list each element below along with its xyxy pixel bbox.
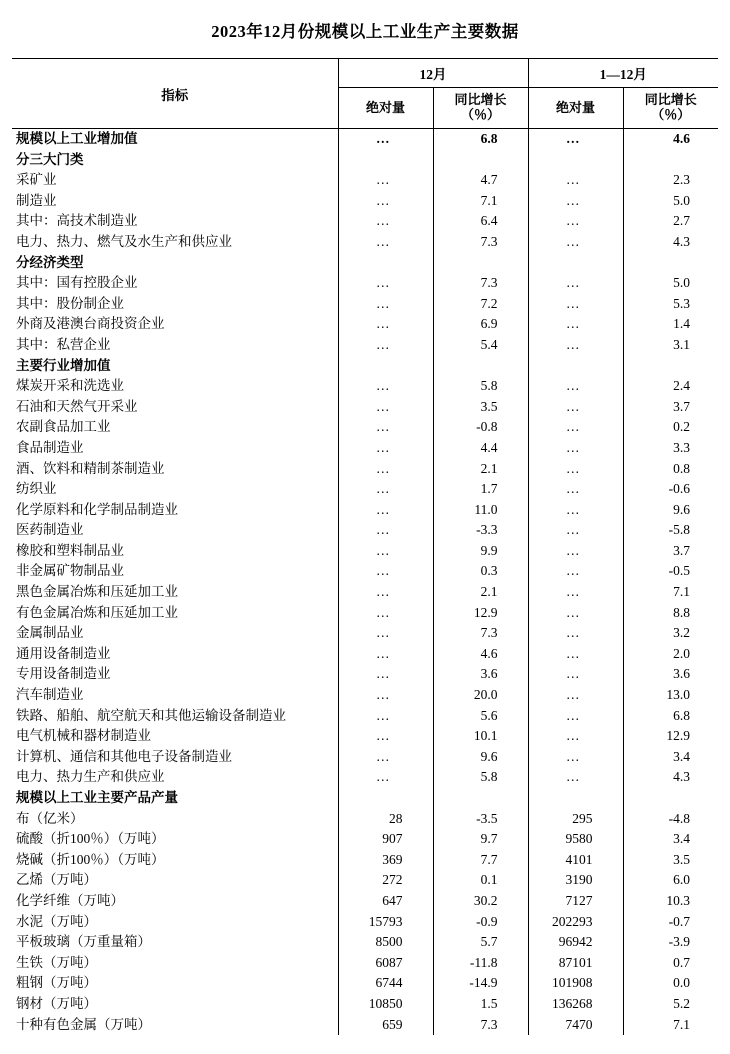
cell-month-absolute: … [338,685,433,706]
table-row [12,417,718,438]
cell-month-absolute: 8500 [338,932,433,953]
table-row [12,747,718,768]
row-label: 其中：股份制企业 [12,294,338,315]
cell-month-absolute: … [338,644,433,665]
table-row [12,541,718,562]
cell-month-absolute: … [338,294,433,315]
cell-month-absolute: … [338,479,433,500]
row-label: 铁路、船舶、航空航天和其他运输设备制造业 [12,706,338,727]
cell-cumulative-growth [623,253,718,274]
cell-month-growth: 1.7 [433,479,528,500]
cell-cumulative-growth: 13.0 [666,687,690,703]
cell-month-absolute: … [338,335,433,356]
cell-month-growth: 9.6 [433,747,528,768]
table-row [12,253,718,274]
cell-month-absolute: 369 [338,850,433,871]
cell-month-absolute: 659 [338,1015,433,1036]
cell-cumulative-absolute: … [528,479,623,500]
cell-cumulative-absolute: … [528,664,623,685]
cell-cumulative-growth: 3.2 [673,625,690,641]
cell-month-absolute: … [338,417,433,438]
row-label: 通用设备制造业 [12,644,338,665]
cell-cumulative-growth: -3.9 [668,934,690,950]
cell-month-absolute [338,788,433,809]
cell-cumulative-absolute: 202293 [528,912,623,933]
cell-cumulative-growth [623,356,718,377]
row-label: 金属制品业 [12,623,338,644]
cell-cumulative-growth: 3.7 [673,542,690,558]
cell-month-absolute: … [338,706,433,727]
cell-cumulative-growth: 0.2 [673,419,690,435]
cell-cumulative-growth: 0.0 [673,975,690,991]
row-label: 分三大门类 [12,150,338,171]
cell-month-growth: 7.3 [433,273,528,294]
cell-month-absolute: … [338,726,433,747]
cell-month-growth: 0.1 [433,870,528,891]
cell-cumulative-growth: 3.3 [673,439,690,455]
row-label: 钢材（万吨） [12,994,338,1015]
row-label: 生铁（万吨） [12,953,338,974]
cell-month-absolute: … [338,561,433,582]
row-label: 食品制造业 [12,438,338,459]
cell-cumulative-growth: 7.1 [673,584,690,600]
cell-month-growth: -0.9 [433,912,528,933]
cell-cumulative-growth: 2.0 [673,645,690,661]
table-row [12,232,718,253]
cell-month-absolute: … [338,747,433,768]
cell-cumulative-growth: 9.6 [673,501,690,517]
cell-month-growth: 7.7 [433,850,528,871]
row-label: 化学原料和化学制品制造业 [12,500,338,521]
cell-month-absolute: 647 [338,891,433,912]
cell-month-absolute: 6087 [338,953,433,974]
table-row [12,459,718,480]
row-label: 电气机械和器材制造业 [12,726,338,747]
cell-cumulative-absolute: … [528,582,623,603]
cell-month-growth: 2.1 [433,459,528,480]
cell-cumulative-growth: 2.7 [673,213,690,229]
row-label: 烧碱（折100％）（万吨） [12,850,338,871]
cell-month-absolute [338,253,433,274]
row-label: 规模以上工业主要产品产量 [12,788,338,809]
cell-month-growth: 5.6 [433,706,528,727]
cell-cumulative-absolute: 7470 [528,1015,623,1036]
cell-cumulative-absolute: … [528,417,623,438]
row-label: 有色金属冶炼和压延加工业 [12,603,338,624]
cell-month-growth: 12.9 [433,603,528,624]
cell-cumulative-absolute: … [528,685,623,706]
cell-cumulative-growth: 2.3 [673,172,690,188]
cell-cumulative-growth: -0.7 [668,913,690,929]
header-group-month: 12月 [338,59,528,88]
cell-cumulative-growth: 3.6 [673,666,690,682]
cell-cumulative-absolute: 4101 [528,850,623,871]
row-label: 其中：高技术制造业 [12,211,338,232]
cell-cumulative-absolute: … [528,726,623,747]
cell-cumulative-growth: 1.4 [673,316,690,332]
cell-cumulative-growth: 4.6 [673,131,690,146]
row-label: 采矿业 [12,170,338,191]
row-label: 电力、热力、燃气及水生产和供应业 [12,232,338,253]
cell-month-absolute: … [338,273,433,294]
cell-month-absolute: … [338,500,433,521]
cell-cumulative-growth: -5.8 [668,522,690,538]
cell-cumulative-absolute [528,253,623,274]
cell-month-growth: 1.5 [433,994,528,1015]
cell-month-growth: 11.0 [433,500,528,521]
cell-cumulative-absolute: 3190 [528,870,623,891]
cell-month-absolute: 15793 [338,912,433,933]
row-label: 其中：私营企业 [12,335,338,356]
row-label: 布（亿米） [12,809,338,830]
header-month-growth-line1: 同比增长 [454,92,507,108]
table-row [12,1015,718,1036]
row-label: 十种有色金属（万吨） [12,1015,338,1036]
cell-month-growth [433,788,528,809]
cell-month-growth: 6.4 [433,211,528,232]
table-row [12,582,718,603]
cell-cumulative-absolute: 9580 [528,829,623,850]
table-row [12,603,718,624]
table-row [12,994,718,1015]
cell-month-growth: 7.2 [433,294,528,315]
row-label: 平板玻璃（万重量箱） [12,932,338,953]
row-label: 纺织业 [12,479,338,500]
row-label: 非金属矿物制品业 [12,561,338,582]
cell-cumulative-growth: 3.5 [673,851,690,867]
cell-cumulative-absolute: … [528,273,623,294]
cell-cumulative-absolute [528,150,623,171]
cell-month-growth: -3.3 [433,520,528,541]
table-row [12,561,718,582]
table-row [12,726,718,747]
row-label: 橡胶和塑料制品业 [12,541,338,562]
row-label: 制造业 [12,191,338,212]
table-row [12,500,718,521]
cell-month-growth: 30.2 [433,891,528,912]
table-row [12,397,718,418]
cell-cumulative-absolute: … [528,129,623,150]
cell-month-growth: 10.1 [433,726,528,747]
row-label: 化学纤维（万吨） [12,891,338,912]
cell-cumulative-growth: 0.8 [673,460,690,476]
cell-cumulative-absolute: … [528,706,623,727]
cell-month-growth: 0.3 [433,561,528,582]
cell-month-growth: 6.8 [433,129,528,150]
cell-cumulative-growth: 3.4 [673,831,690,847]
row-label: 水泥（万吨） [12,912,338,933]
table-row [12,170,718,191]
table-row [12,520,718,541]
table-body [12,129,718,1036]
table-row [12,129,718,150]
cell-cumulative-absolute: … [528,314,623,335]
cell-cumulative-absolute: 7127 [528,891,623,912]
cell-cumulative-growth: -4.8 [668,810,690,826]
cell-cumulative-growth: 5.3 [673,295,690,311]
cell-month-absolute: 6744 [338,973,433,994]
cell-cumulative-absolute: … [528,232,623,253]
industrial-production-table [12,58,718,1035]
row-label: 汽车制造业 [12,685,338,706]
header-month-growth-line2: （％） [460,107,500,122]
cell-cumulative-growth: 0.7 [673,954,690,970]
row-label: 酒、饮料和精制茶制造业 [12,459,338,480]
cell-month-growth: -0.8 [433,417,528,438]
table-row [12,191,718,212]
cell-cumulative-growth: 7.1 [673,1016,690,1032]
cell-cumulative-absolute: … [528,520,623,541]
row-label: 硫酸（折100％）（万吨） [12,829,338,850]
table-row [12,685,718,706]
cell-cumulative-growth: -0.5 [668,563,690,579]
cell-cumulative-absolute: 295 [528,809,623,830]
cell-month-growth [433,356,528,377]
cell-month-growth: 5.8 [433,767,528,788]
cell-cumulative-growth: 3.4 [673,748,690,764]
row-label: 电力、热力生产和供应业 [12,767,338,788]
row-label: 专用设备制造业 [12,664,338,685]
table-row [12,211,718,232]
cell-month-growth: 20.0 [433,685,528,706]
table-header [12,59,718,129]
cell-month-absolute: … [338,191,433,212]
cell-month-absolute: … [338,438,433,459]
row-label: 主要行业增加值 [12,356,338,377]
cell-month-absolute: 28 [338,809,433,830]
table-row [12,335,718,356]
row-label: 煤炭开采和洗选业 [12,376,338,397]
table-row [12,356,718,377]
row-label: 规模以上工业增加值 [12,129,338,150]
cell-cumulative-absolute: … [528,541,623,562]
cell-month-absolute: … [338,314,433,335]
cell-cumulative-absolute: … [528,500,623,521]
cell-month-absolute: … [338,376,433,397]
table-row [12,809,718,830]
cell-month-growth: 3.5 [433,397,528,418]
header-cumulative-growth [623,88,718,129]
table-row [12,891,718,912]
cell-month-growth [433,150,528,171]
cell-cumulative-absolute [528,356,623,377]
cell-cumulative-growth: 4.3 [673,233,690,249]
cell-cumulative-absolute: 87101 [528,953,623,974]
table-row [12,829,718,850]
cell-month-absolute: … [338,232,433,253]
row-label: 粗钢（万吨） [12,973,338,994]
cell-month-absolute [338,150,433,171]
cell-cumulative-absolute: … [528,294,623,315]
cell-month-growth: 6.9 [433,314,528,335]
cell-cumulative-absolute: … [528,397,623,418]
table-row [12,953,718,974]
cell-month-growth: 9.7 [433,829,528,850]
row-label: 分经济类型 [12,253,338,274]
cell-month-absolute: … [338,170,433,191]
cell-cumulative-growth: 12.9 [666,728,690,744]
cell-cumulative-absolute: 101908 [528,973,623,994]
row-label: 计算机、通信和其他电子设备制造业 [12,747,338,768]
table-row [12,273,718,294]
cell-cumulative-growth: 3.7 [673,398,690,414]
table-row [12,973,718,994]
cell-month-growth: -11.8 [433,953,528,974]
cell-month-absolute: … [338,623,433,644]
cell-month-absolute [338,356,433,377]
table-row [12,479,718,500]
row-label: 医药制造业 [12,520,338,541]
table-row [12,664,718,685]
cell-cumulative-growth: 5.0 [673,275,690,291]
cell-cumulative-absolute: … [528,459,623,480]
cell-cumulative-absolute: … [528,767,623,788]
cell-cumulative-growth: 8.8 [673,604,690,620]
table-row [12,932,718,953]
cell-month-growth: 5.7 [433,932,528,953]
table-row [12,706,718,727]
cell-month-absolute: … [338,129,433,150]
table-row [12,850,718,871]
table-row [12,438,718,459]
header-indicator: 指标 [12,59,338,129]
header-cumulative-growth-line1: 同比增长 [644,92,697,108]
cell-month-absolute: … [338,582,433,603]
table-row [12,870,718,891]
cell-cumulative-absolute: … [528,438,623,459]
cell-month-growth [433,253,528,274]
cell-cumulative-growth [623,788,718,809]
cell-month-absolute: … [338,541,433,562]
header-month-absolute: 绝对量 [338,88,433,129]
cell-month-growth: -14.9 [433,973,528,994]
cell-month-growth: 5.8 [433,376,528,397]
row-label: 石油和天然气开采业 [12,397,338,418]
cell-cumulative-absolute: … [528,191,623,212]
cell-month-growth: 4.6 [433,644,528,665]
cell-cumulative-absolute: … [528,644,623,665]
table-row [12,150,718,171]
row-label: 乙烯（万吨） [12,870,338,891]
cell-month-growth: 4.7 [433,170,528,191]
row-label: 其中：国有控股企业 [12,273,338,294]
table-row [12,644,718,665]
cell-cumulative-growth [623,150,718,171]
cell-month-absolute: 907 [338,829,433,850]
cell-month-absolute: 272 [338,870,433,891]
cell-month-absolute: … [338,767,433,788]
cell-cumulative-absolute: … [528,561,623,582]
row-label: 黑色金属冶炼和压延加工业 [12,582,338,603]
table-row [12,314,718,335]
row-label: 外商及港澳台商投资企业 [12,314,338,335]
cell-month-growth: -3.5 [433,809,528,830]
cell-month-absolute: … [338,664,433,685]
row-label: 农副食品加工业 [12,417,338,438]
cell-cumulative-absolute: … [528,603,623,624]
cell-cumulative-growth: 6.8 [673,707,690,723]
cell-cumulative-growth: 3.1 [673,336,690,352]
cell-month-absolute: … [338,520,433,541]
page-title: 2023年12月份规模以上工业生产主要数据 [211,22,519,41]
cell-cumulative-absolute: … [528,747,623,768]
cell-month-growth: 7.3 [433,232,528,253]
cell-month-growth: 9.9 [433,541,528,562]
cell-cumulative-absolute [528,788,623,809]
header-cumulative-absolute: 绝对量 [528,88,623,129]
cell-month-growth: 3.6 [433,664,528,685]
table-row [12,376,718,397]
table-row [12,294,718,315]
cell-month-growth: 7.3 [433,623,528,644]
cell-month-growth: 2.1 [433,582,528,603]
cell-month-growth: 7.3 [433,1015,528,1036]
cell-cumulative-growth: 4.3 [673,769,690,785]
cell-cumulative-growth: -0.6 [668,481,690,497]
table-row [12,623,718,644]
cell-cumulative-growth: 2.4 [673,378,690,394]
cell-month-absolute: 10850 [338,994,433,1015]
cell-month-growth: 5.4 [433,335,528,356]
cell-month-absolute: … [338,603,433,624]
cell-month-growth: 7.1 [433,191,528,212]
cell-cumulative-growth: 5.2 [673,995,690,1011]
cell-cumulative-growth: 5.0 [673,192,690,208]
table-row [12,788,718,809]
cell-cumulative-absolute: … [528,335,623,356]
header-group-cumulative: 1—12月 [528,59,718,88]
cell-cumulative-absolute: … [528,376,623,397]
cell-month-absolute: … [338,211,433,232]
cell-cumulative-growth: 6.0 [673,872,690,888]
cell-cumulative-absolute: 136268 [528,994,623,1015]
table-row [12,912,718,933]
cell-month-absolute: … [338,459,433,480]
cell-cumulative-absolute: … [528,170,623,191]
header-month-growth [433,88,528,129]
table-row [12,767,718,788]
cell-cumulative-growth: 10.3 [666,892,690,908]
header-cumulative-growth-line2: （％） [651,107,691,122]
cell-cumulative-absolute: … [528,211,623,232]
cell-month-absolute: … [338,397,433,418]
cell-cumulative-absolute: 96942 [528,932,623,953]
cell-cumulative-absolute: … [528,623,623,644]
cell-month-growth: 4.4 [433,438,528,459]
